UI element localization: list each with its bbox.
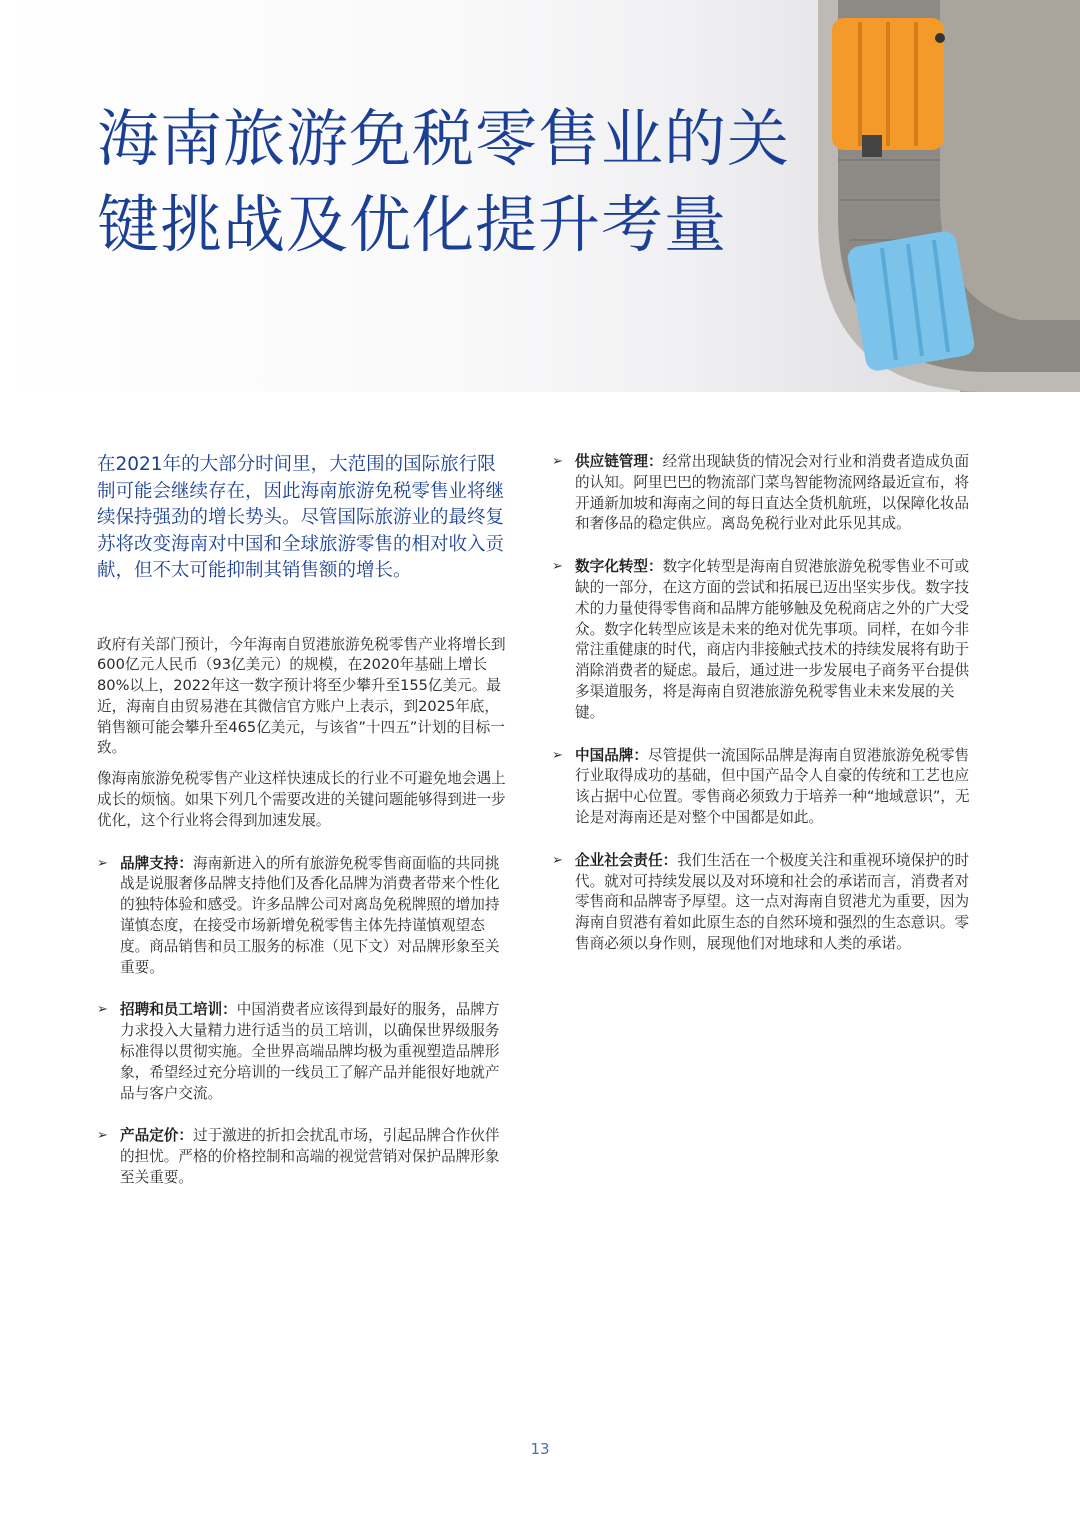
bullet-recruitment-training [97, 1000, 507, 1104]
bullet-text: 数字化转型是海南自贸港旅游免税零售业不可或缺的一部分，在这方面的尝试和拓展已迈出坚实步伐。数字技术的力量使得零售商和品牌方能够触及免税商店之外的广大受众。数字化转型应该是未来的绝对优先事项。同样，在如今非常注重健康的时代，商店内非接触式技术的持续发展将有助于消除消费者的疑虑。最后，通过进一步发展电子商务平台提供多渠道服务，将是海南自贸港旅游免税零售业未来发展的关键。 [575, 558, 970, 721]
arrow-bullet-icon: ➢ [97, 1002, 108, 1018]
bullet-title: 数字化转型： [575, 558, 663, 576]
bullet-text: 中国消费者应该得到最好的服务，品牌方力求投入大量精力进行适当的员工培训，以确保世界级服务标准得以贯彻实施。全世界高端品牌均极为重视塑造品牌形象，希望经过充分培训的一线员工了解产品并能很好地就产品与客户交流。 [120, 1001, 500, 1102]
lead-paragraph: 在2021年的大部分时间里，大范围的国际旅行限制可能会继续存在，因此海南旅游免税零售业将继续保持强劲的增长势头。尽管国际旅游业的最终复苏将改变海南对中国和全球旅游零售的相对收入贡献，但不太可能抑制其销售额的增长。 [97, 454, 505, 581]
bullet-title: 招聘和员工培训： [120, 1001, 237, 1019]
bullet-text: 海南新进入的所有旅游免税零售商面临的共同挑战是说服奢侈品牌支持他们及香化品牌为消费者带来个性化的独特体验和感受。许多品牌公司对离岛免税牌照的增加持谨慎态度，在接受市场新增免税零售主体先持谨慎观望态度。商品销售和员工服务的标准（见下文）对品牌形象至关重要。 [120, 854, 500, 976]
bullet-title: 供应链管理： [575, 453, 663, 470]
bullet-title: 企业社会责任： [575, 851, 678, 869]
bullet-title: 产品定价： [120, 1127, 193, 1145]
left-bullet-list [97, 854, 507, 1189]
bullet-title: 中国品牌： [575, 746, 648, 764]
bullet-csr [552, 851, 972, 955]
bullet-supply-chain [552, 452, 972, 535]
page-number: 13 [530, 1440, 550, 1458]
bullet-text: 尽管提供一流国际品牌是海南自贸港旅游免税零售行业取得成功的基础，但中国产品令人自豪的传统和工艺也应该占据中心位置。零售商必须致力于培养一种“地域意识”，无论是对海南还是对整个中国都是如此。 [575, 746, 970, 826]
page-title-line-2: 键挑战及优化提升考量 [97, 188, 728, 261]
arrow-bullet-icon: ➢ [552, 559, 563, 575]
bullet-text: 经常出现缺货的情况会对行业和消费者造成负面的认知。阿里巴巴的物流部门菜鸟智能物流网络最近宣布，将开通新加坡和海南之间的每日直达全货机航班，以保障化妆品和奢侈品的稳定供应。离岛免税行业对此乐见其成。 [575, 453, 970, 533]
page-title [97, 96, 817, 268]
arrow-bullet-icon: ➢ [97, 1128, 108, 1144]
right-bullet-list [552, 452, 972, 955]
bullet-digital-transformation [552, 557, 972, 723]
arrow-bullet-icon: ➢ [552, 747, 563, 763]
bullet-chinese-brands [552, 746, 972, 829]
page-title-line-1: 海南旅游免税零售业的关 [97, 102, 791, 175]
body-paragraph-1: 政府有关部门预计，今年海南自贸港旅游免税零售产业将增长到600亿元人民币（93亿美元）的规模，在2020年基础上增长80%以上，2022年这一数字预计将至少攀升至155亿美元。最近，海南自由贸易港在其微信官方账户上表示，到2025年底，销售额可能会攀升至465亿美元，与该省”十四五”计划的目标一致。 [97, 635, 506, 757]
hero-banner [0, 0, 1080, 392]
arrow-bullet-icon: ➢ [552, 852, 563, 868]
bullet-text: 过于激进的折扣会扰乱市场，引起品牌合作伙伴的担忧。严格的价格控制和高端的视觉营销对保护品牌形象至关重要。 [120, 1127, 500, 1187]
bullet-text: 我们生活在一个极度关注和重视环境保护的时代。就对可持续发展以及对环境和社会的承诺而言，消费者对零售商和品牌寄予厚望。这一点对海南自贸港尤为重要，因为海南自贸港有着如此原生态的自然环境和强烈的生态意识。零售商必须以身作则，展现他们对地球和人类的承诺。 [575, 851, 970, 952]
body-paragraph-2: 像海南旅游免税零售产业这样快速成长的行业不可避免地会遇上成长的烦恼。如果下列几个需要改进的关键问题能够得到进一步优化，这个行业将会得到加速发展。 [97, 770, 506, 829]
arrow-bullet-icon: ➢ [97, 855, 108, 871]
right-column [552, 452, 972, 977]
bullet-product-pricing [97, 1126, 507, 1188]
bullet-title: 品牌支持： [120, 854, 193, 872]
arrow-bullet-icon: ➢ [552, 454, 563, 469]
bullet-brand-support [97, 854, 507, 979]
left-column [97, 452, 507, 1211]
